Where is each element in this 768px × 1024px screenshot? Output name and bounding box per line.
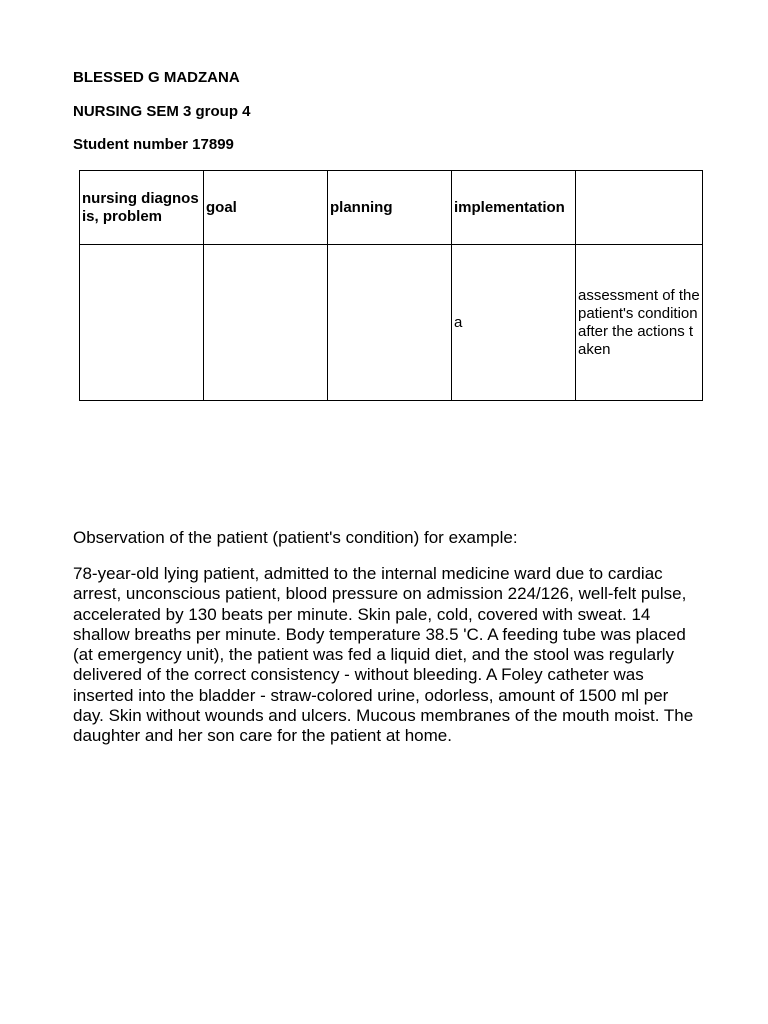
cell-evaluation: assessment of the patient's condition after the actions taken (576, 245, 703, 401)
table-row (80, 245, 703, 401)
course-line: NURSING SEM 3 group 4 (73, 103, 251, 120)
header-cell-planning: planning (328, 171, 452, 245)
header-cell-diagnosis: nursing diagnosis, problem (80, 171, 204, 245)
cell-implementation: a (452, 245, 576, 401)
cell-goal (204, 245, 328, 401)
header-cell-evaluation (576, 171, 703, 245)
header-cell-goal: goal (204, 171, 328, 245)
observation-text: 78-year-old lying patient, admitted to the internal medicine ward due to cardiac arrest, unconscious patient, blood pressure on admission 224/126, well-felt pulse, accelerated by 130 beats per minute. Skin pale, cold, covered with sweat. 14 shallow breaths per minute. Body temperature 38.5 'C. A feeding tube was placed (at emergency unit), the patient was fed a liquid diet, and the stool was regularly delivered of the correct consistency - without bleeding. A Foley catheter was inserted into the bladder - straw-colored urine, odorless, amount of 1500 ml per day. Skin without wounds and ulcers. Mucous membranes of the mouth moist. The daughter and her son care for the patient at home. (73, 564, 694, 746)
student-name: BLESSED G MADZANA (73, 69, 240, 86)
cell-planning (328, 245, 452, 401)
cell-diagnosis (80, 245, 204, 401)
nursing-care-plan-table (79, 170, 703, 401)
observation-intro: Observation of the patient (patient's condition) for example: (73, 528, 518, 547)
table-header-row (80, 171, 703, 245)
student-number: Student number 17899 (73, 136, 234, 153)
header-cell-implementation: implementation (452, 171, 576, 245)
